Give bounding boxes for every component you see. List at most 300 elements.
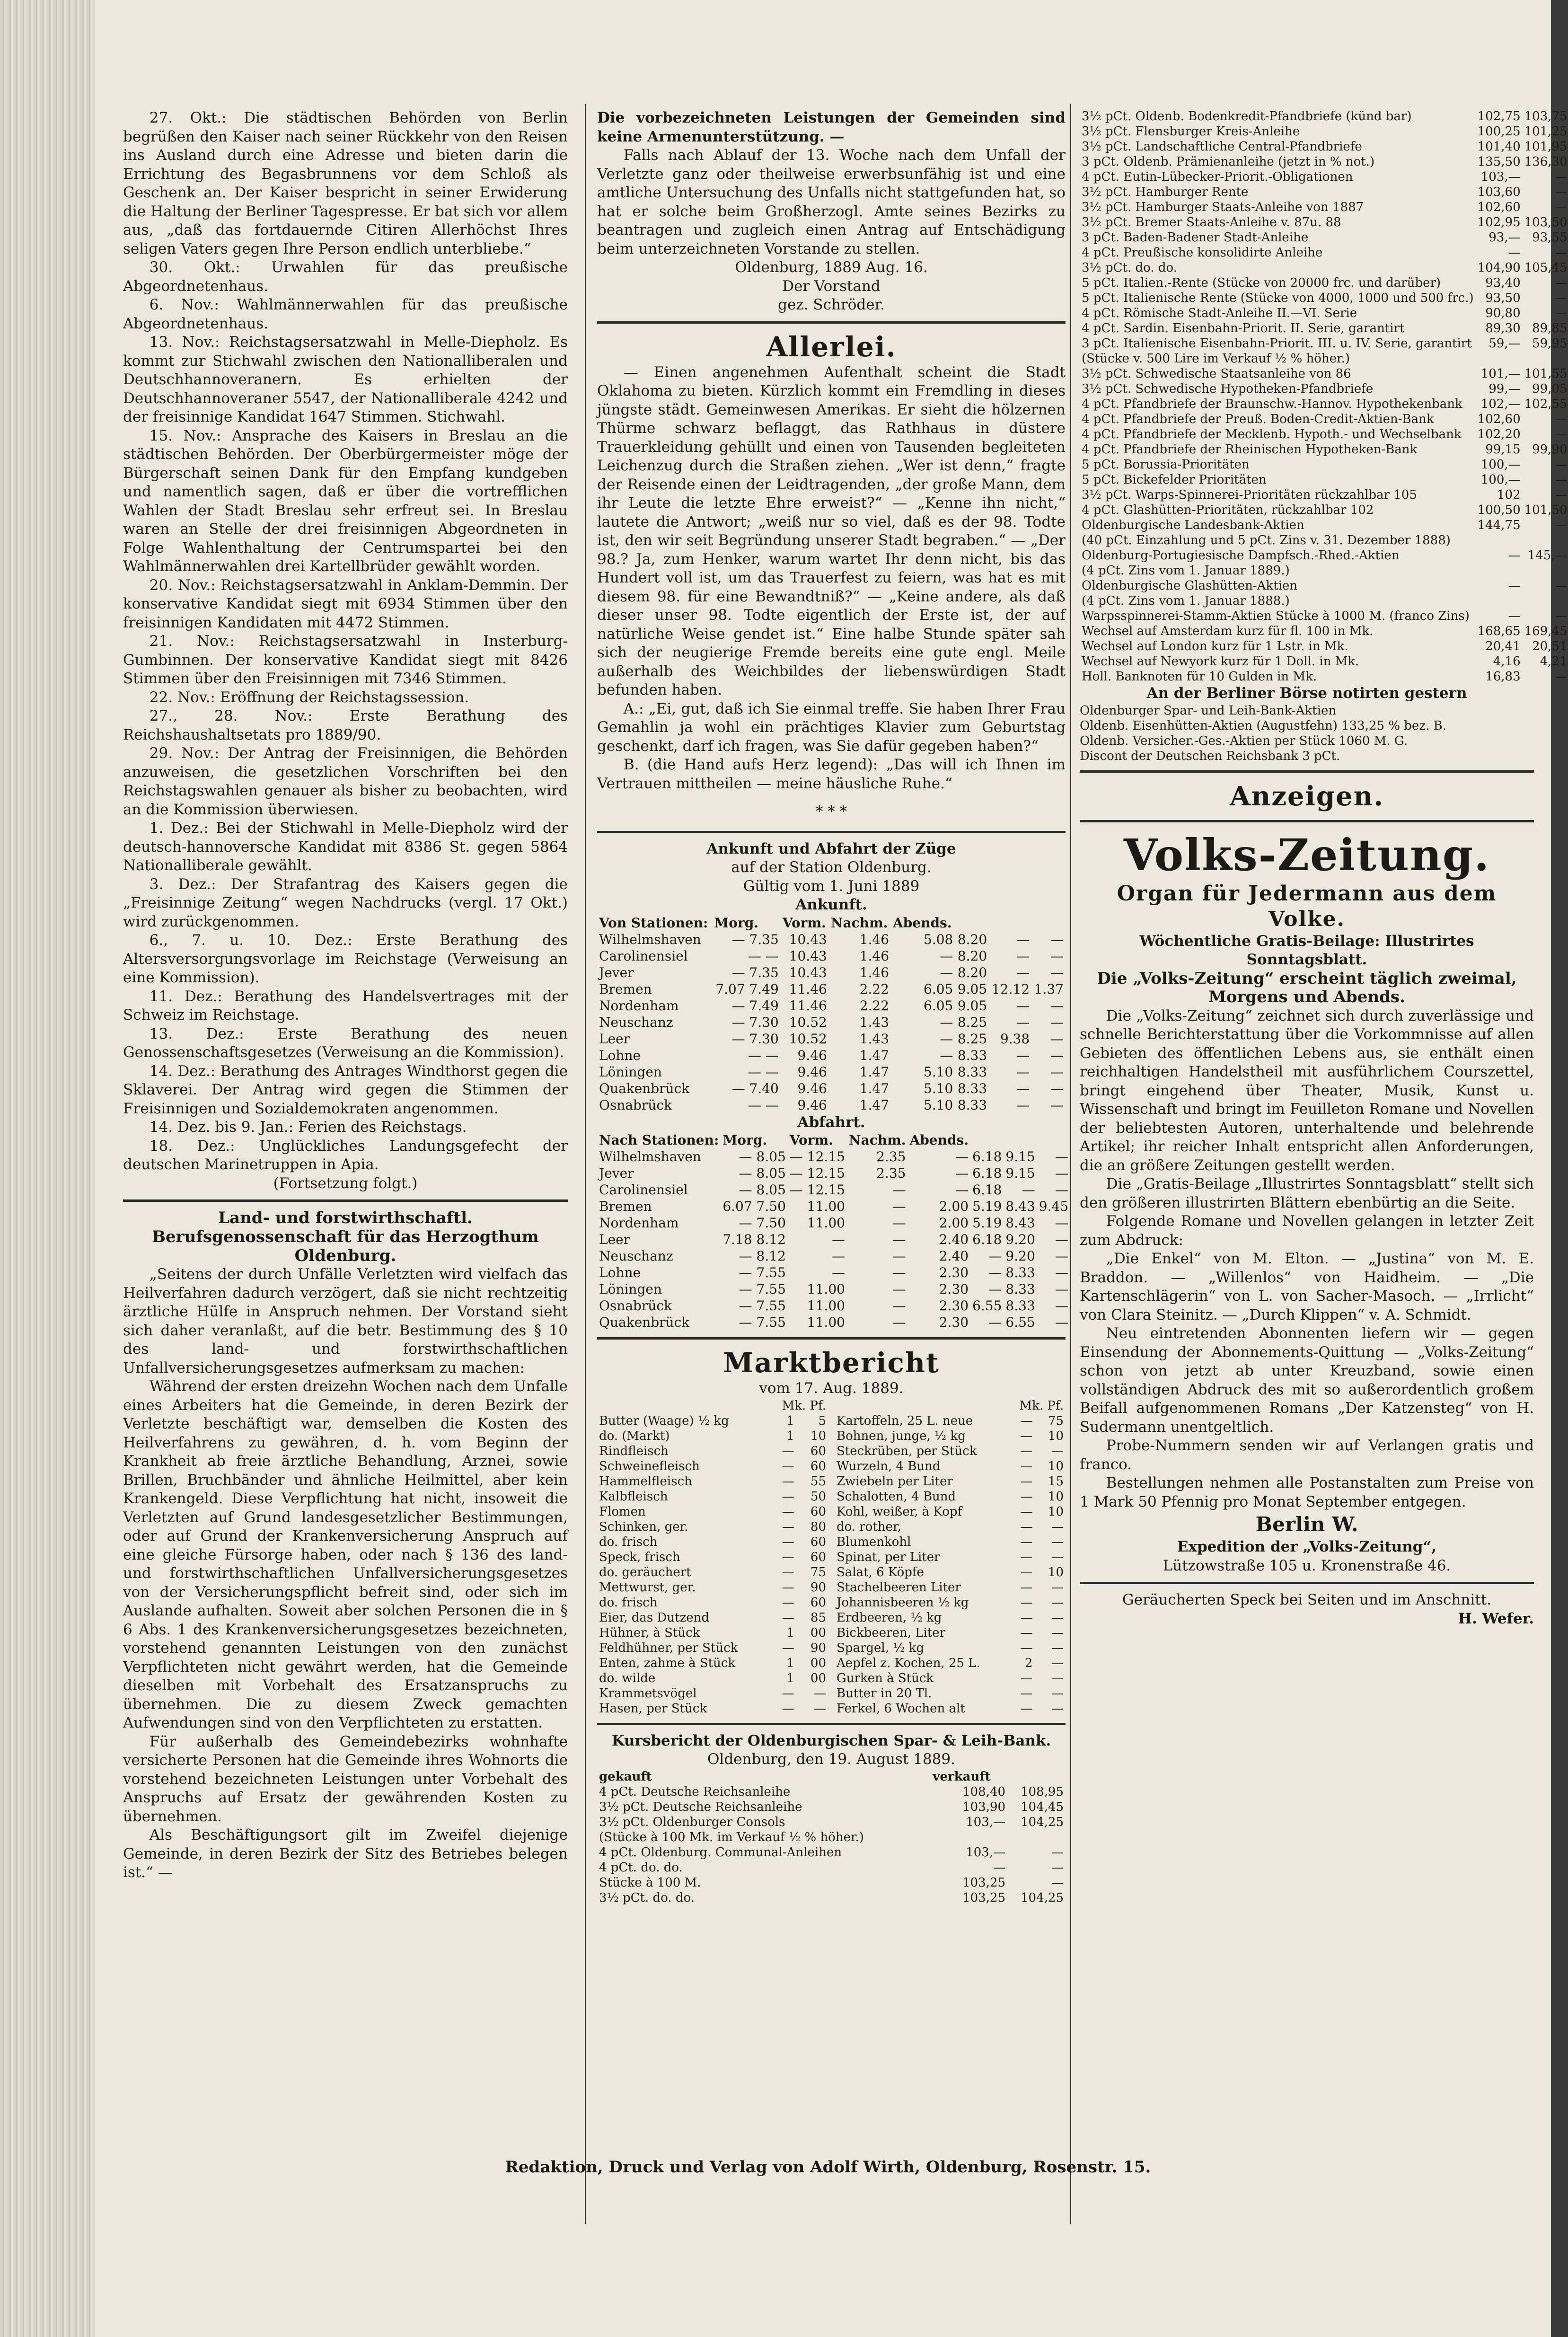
trains-sub2: Gültig vom 1. Juni 1889 [743, 877, 920, 895]
table-row [597, 1565, 828, 1580]
table-cell: Quakenbrück [599, 1080, 690, 1096]
table-row [1080, 200, 1568, 215]
table-row [597, 1264, 1070, 1281]
table-row [835, 1534, 1066, 1550]
table-cell: 89,30 [1485, 321, 1521, 335]
table-cell: Feldhühner, per Stück [599, 1640, 738, 1655]
table-cell: Butter (Waage) ½ kg [599, 1413, 729, 1428]
divider [597, 831, 1066, 833]
table-cell: — [1022, 1182, 1035, 1198]
table-cell: 102,75 [1477, 109, 1521, 123]
table-cell: 8.43 [1005, 1215, 1035, 1231]
table-cell: 9.20 [1005, 1232, 1035, 1247]
table-row [597, 1413, 828, 1429]
table-cell: — [782, 1489, 794, 1504]
table-row [597, 1215, 1070, 1231]
table-cell: Gurken à Stück [837, 1671, 934, 1685]
table-cell: 103,— [966, 1815, 1006, 1829]
table-cell: 101,40 [1477, 140, 1521, 154]
table-cell: Schinken, ger. [599, 1519, 688, 1534]
table-cell: 102,55 [1524, 397, 1568, 411]
table-cell: 2.30 [939, 1265, 969, 1280]
table-cell: 103,— [1480, 170, 1521, 184]
table-cell: — [1051, 1671, 1064, 1685]
table-cell [1007, 1830, 1066, 1845]
table-cell: — [1020, 1519, 1033, 1534]
exchange-date: Oldenburg, den 19. August 1889. [707, 1751, 955, 1768]
table-cell: Carolinensiel [599, 948, 688, 964]
table-cell: Kartoffeln, 25 L. neue [837, 1413, 973, 1428]
header-cell: Nachm. [830, 915, 888, 931]
header-cell: Vorm. [782, 915, 826, 931]
unit-row [597, 1398, 828, 1413]
allerlei-paragraph: B. (die Hand aufs Herz legend): „Das will ich Ihnen im Vertrauen mittheilen — meine häusliche Ruhe.“ [597, 756, 1066, 792]
bg-title: Land- und forstwirthschaftl. Berufsgenossenschaft für das Herzogthum Oldenburg. [152, 1208, 539, 1265]
table-cell: 1.47 [859, 1047, 890, 1063]
table-cell: 6.07 7.50 [722, 1199, 786, 1214]
table-cell: 103,60 [1477, 185, 1521, 199]
table-row [835, 1459, 1066, 1474]
table-cell: 8.25 [957, 1031, 987, 1047]
table-cell: Salat, 6 Köpfe [837, 1565, 924, 1579]
table-cell: Neuschanz [599, 1014, 673, 1030]
table-cell: — [940, 1014, 953, 1030]
table-cell: 8.33 [957, 1080, 987, 1096]
table-cell: 3½ pCt. Bremer Staats-Anleihe v. 87u. 88 [1082, 215, 1341, 229]
table-row [597, 1459, 828, 1474]
table-cell: 101,95 [1524, 140, 1568, 154]
table-cell: 3½ pCt. do. do. [1082, 261, 1177, 275]
table-cell: Butter in 20 Tl. [837, 1686, 932, 1701]
chronicle-entry: 13. Nov.: Reichstagsersatzwahl in Melle-Diepholz. Es kommt zur Stichwahl zwischen den Nationalliberalen und Deutschhannoveranern. Es erhielten der Deutschhannoveraner 5547, der Nationalliberale 4242 und der freisinnige Kandidat 1647 Stimmen. Stichwahl. [123, 334, 568, 425]
table-cell: 101,25 [1524, 124, 1568, 139]
table-row [1080, 397, 1568, 412]
table-row [597, 1047, 1066, 1064]
table-cell: Leer [599, 1031, 630, 1047]
table-cell: — [1508, 609, 1521, 623]
chronicle-entry: 6., 7. u. 10. Dez.: Erste Berathung des Altersversorgungsvorlage im Reichstage (Verweisung an eine Kommission). [123, 932, 568, 986]
table-row [597, 964, 1066, 981]
table-cell: — [1020, 1474, 1033, 1489]
table-row [597, 1610, 828, 1625]
table-cell: 6.05 [924, 997, 953, 1014]
table-cell: — [1020, 1640, 1033, 1655]
table-cell: 2.35 [876, 1165, 906, 1181]
table-row [1080, 639, 1568, 654]
table-cell: — 7.30 [731, 1031, 779, 1047]
table-cell: — [1050, 1064, 1064, 1080]
table-cell [1476, 563, 1523, 578]
table-cell: — [1020, 1701, 1033, 1716]
table-cell: — 7.55 [739, 1281, 786, 1297]
table-row [597, 1248, 1070, 1264]
table-row [835, 1550, 1066, 1565]
table-cell: — [1050, 964, 1064, 980]
table-cell: — 7.55 [739, 1265, 786, 1280]
table-cell: — [1051, 1610, 1064, 1625]
table-cell: — [988, 1281, 1002, 1297]
table-cell: 9.46 [797, 1047, 827, 1063]
table-cell: 1 [786, 1656, 794, 1670]
table-cell: 108,95 [1021, 1784, 1064, 1799]
table-cell: Mettwurst, ger. [599, 1580, 696, 1595]
table-cell: 103,50 [1524, 215, 1568, 229]
table-cell: Jever [599, 1165, 634, 1181]
table-cell: 4,16 [1493, 654, 1521, 669]
table-header [597, 1132, 1070, 1148]
table-row [1080, 427, 1568, 442]
table-cell: 3½ pCt. Oldenburger Consols [599, 1815, 785, 1829]
table-cell: 60 [810, 1595, 826, 1610]
vz-sub3: Wöchentliche Gratis-Beilage: Illustrirtes Sonntagsblatt. [1139, 932, 1474, 968]
table-cell: — 7.49 [731, 997, 779, 1014]
bg-sign-3: gez. Schröder. [778, 296, 885, 313]
vz-sub4: Die „Volks-Zeitung“ erscheint täglich zweimal, Morgens und Abends. [1097, 969, 1517, 1006]
table-cell: 60 [810, 1550, 826, 1564]
table-cell: — [782, 1459, 794, 1473]
table-cell: 103,25 [962, 1875, 1006, 1890]
table-cell: — [782, 1565, 794, 1579]
table-cell: — [782, 1474, 794, 1489]
table-cell: (4 pCt. Zins vom 1. Januar 1888.) [1082, 594, 1290, 608]
table-cell: Aepfel z. Kochen, 25 L. [837, 1656, 980, 1670]
table-cell: — [1050, 931, 1064, 947]
table-cell: — [1016, 1080, 1030, 1096]
table-row [1080, 169, 1568, 185]
table-cell: — [782, 1550, 794, 1564]
table-cell: — [1055, 1165, 1069, 1181]
table-cell: 2.30 [939, 1314, 969, 1330]
table-cell: — [892, 1248, 906, 1264]
table-row [1080, 503, 1568, 518]
table-cell: — [940, 1047, 953, 1063]
header-cell: Abends. [893, 915, 952, 931]
chronicle-entry: 14. Dez. bis 9. Jan.: Ferien des Reichstags. [149, 1119, 467, 1136]
table-cell: — [988, 1248, 1002, 1264]
table-row [597, 1080, 1066, 1097]
table-cell: 10 [1048, 1565, 1064, 1579]
header-cell: Morg. [722, 1132, 767, 1148]
table-cell: 9.45 [1039, 1199, 1069, 1214]
table-cell: 4 pCt. Deutsche Reichsanleihe [599, 1784, 791, 1799]
vz-text [1080, 1007, 1534, 1512]
table-row [835, 1474, 1066, 1489]
table-cell: — [1055, 1281, 1069, 1297]
table-cell: Löningen [599, 1064, 662, 1080]
table-cell: 60 [810, 1534, 826, 1549]
table-cell: Erdbeeren, ½ kg [837, 1610, 942, 1625]
table-cell: — [1555, 246, 1568, 260]
table-cell [1476, 593, 1523, 609]
divider [1080, 770, 1534, 773]
chronicle [123, 109, 568, 1174]
table-cell: 10 [1048, 1459, 1064, 1473]
table-cell: 2.40 [939, 1232, 969, 1247]
table-row [1080, 593, 1568, 609]
table-cell: — [1555, 609, 1568, 623]
table-row [1080, 472, 1568, 487]
table-cell: 90,80 [1485, 306, 1521, 320]
table-cell: Nordenham [599, 1215, 679, 1231]
table-cell: 102 [1497, 488, 1521, 502]
table-cell: 9.15 [1005, 1165, 1035, 1181]
table-cell: Nordenham [599, 997, 679, 1014]
table-cell: Krammetsvögel [599, 1686, 697, 1701]
table-cell: 2.22 [859, 981, 890, 997]
table-cell: (4 pCt. Zins vom 1. Januar 1889.) [1082, 564, 1290, 578]
table-cell: — [1050, 1047, 1064, 1063]
table-cell: — [782, 1701, 794, 1716]
table-cell: Osnabrück [599, 1298, 672, 1314]
table-cell [1476, 351, 1523, 366]
table-row [1080, 518, 1568, 533]
continued-note: (Fortsetzung folgt.) [273, 1174, 418, 1192]
market-left [597, 1398, 828, 1716]
bg-paragraph: Für außerhalb des Gemeindebezirks wohnhafte versicherte Personen hat die Gemeinde ihres Wohnorts die vorstehend bezeichneten Leistungen unter Vorbehalt des Anspruchs auf Ersatz der gewährenden Kosten zu übernehmen. [123, 1733, 568, 1825]
departure-label: Abfahrt. [797, 1113, 865, 1131]
table-row [597, 1097, 1066, 1113]
table-row [597, 1671, 828, 1686]
table-row [835, 1640, 1066, 1656]
table-cell: 8.33 [957, 1097, 987, 1113]
table-row [597, 1489, 828, 1504]
table-cell: 1.47 [859, 1080, 890, 1096]
table-row [1080, 563, 1568, 578]
table-cell: — [1508, 579, 1521, 593]
table-cell: (Stücke à 100 Mk. im Verkauf ½ % höher.) [599, 1830, 864, 1844]
table-row [835, 1671, 1066, 1686]
table-cell: 11.46 [789, 997, 827, 1014]
table-cell: 9.46 [797, 1097, 827, 1113]
table-cell: 10.52 [789, 1014, 827, 1030]
table-cell: 59,— [1489, 336, 1521, 351]
chronicle-entry: 14. Dez.: Berathung des Antrages Windthorst gegen die Sklaverei. Der Antrag wird gegen die Stimmen der Freisinnigen und Sozialdemokraten angenommen. [123, 1062, 568, 1117]
table-cell: 6.18 [972, 1149, 1002, 1164]
table-row [1080, 624, 1568, 639]
table-row [1080, 457, 1568, 472]
table-cell: 104,25 [1021, 1890, 1064, 1905]
vz-paragraph: Probe-Nummern senden wir auf Verlangen gratis und franco. [1080, 1437, 1534, 1473]
table-cell: — [1050, 1080, 1064, 1096]
table-cell: — [782, 1519, 794, 1534]
table-cell: — [1555, 579, 1568, 593]
table-cell: 93,40 [1485, 276, 1521, 290]
table-cell: 6.55 [972, 1298, 1002, 1314]
table-cell: 105,45 [1524, 261, 1568, 275]
table-cell: — [1555, 291, 1568, 305]
table-cell: 8.33 [1005, 1281, 1035, 1297]
table-cell: 3 pCt. Baden-Badener Stadt-Anleihe [1082, 230, 1309, 245]
table-cell: — [1020, 1595, 1033, 1610]
table-cell: 104,45 [1021, 1799, 1064, 1814]
table-row [597, 1534, 828, 1550]
header-cell: Abends. [909, 1132, 969, 1148]
vz-paragraph: Die „Volks-Zeitung“ zeichnet sich durch zuverlässige und schnelle Berichterstattung über die Vorkommnisse auf allen Gebieten des öffentlichen Lebens aus, sie enthält einen reichhaltigen Handelstheil mit ausführlichem Courszettel, bringt eingehend über Theater, Musik, Kunst u. Wissenschaft und bringt im Feuilleton Romane und Novellen der beliebtesten Autoren, unterhaltende und belehrende Artikel; ihr reicher Inhalt entspricht allen Anforderungen, die an größere Zeitungen gestellt werden. [1080, 1007, 1534, 1174]
table-cell: Oldenburg-Portugiesische Dampfsch.-Rhed.-Aktien [1082, 548, 1400, 563]
divider [597, 1723, 1066, 1725]
table-row [597, 1148, 1070, 1165]
table-row [597, 1784, 1066, 1799]
table-cell: — [1016, 1097, 1030, 1113]
table-cell: do. frisch [599, 1534, 658, 1549]
table-cell: — [1016, 1064, 1030, 1080]
table-cell: — [1016, 948, 1030, 964]
table-row [835, 1504, 1066, 1519]
table-cell: — [1051, 1625, 1064, 1640]
ads-title: Anzeigen. [1230, 780, 1384, 812]
table-cell: — [892, 1182, 906, 1198]
table-cell: — [1055, 1314, 1069, 1330]
table-cell: — 7.55 [739, 1298, 786, 1314]
table-cell: do. rother, [837, 1519, 901, 1534]
table-cell: 2.22 [859, 997, 890, 1014]
table-cell: — [1051, 1845, 1064, 1860]
vz-expedition: Expedition der „Volks-Zeitung“, [1177, 1538, 1437, 1555]
table-cell [1523, 533, 1568, 548]
table-cell: 90 [810, 1640, 826, 1655]
table-cell: 6.18 [972, 1232, 1002, 1247]
table-cell: — 8.05 [739, 1165, 786, 1181]
berlin-row: Oldenburger Spar- und Leih-Bank-Aktien [1080, 703, 1337, 718]
table-row [1080, 245, 1568, 260]
column-1 [123, 109, 568, 1882]
table-cell: 1.46 [859, 948, 890, 964]
table-cell: Oldenburgische Glashütten-Aktien [1082, 579, 1298, 593]
table-cell: 9.20 [1005, 1248, 1035, 1264]
table-row [1080, 336, 1568, 351]
table-cell: 3½ pCt. do. do. [599, 1890, 695, 1905]
table-cell: 8.25 [957, 1014, 987, 1030]
table-cell: 20,51 [1532, 639, 1568, 653]
table-row [597, 1550, 828, 1565]
table-cell: 2 [1024, 1656, 1033, 1670]
vz-address: Lützowstraße 105 u. Kronenstraße 46. [1163, 1557, 1451, 1574]
bg-sign-1: Oldenburg, 1889 Aug. 16. [735, 259, 928, 276]
table-cell: 10 [1048, 1429, 1064, 1443]
table-cell: Osnabrück [599, 1097, 672, 1113]
table-row [597, 1429, 828, 1444]
chronicle-entry: 18. Dez.: Unglückliches Landungsgefecht der deutschen Marinetruppen in Apia. [123, 1137, 568, 1173]
exchange-title: Kursbericht der Oldenburgischen Spar- & Leih-Bank. [611, 1732, 1051, 1749]
berlin-note: An der Berliner Börse notirten gestern [1146, 685, 1467, 702]
table-cell: — [988, 1265, 1002, 1280]
table-cell: — [1020, 1580, 1033, 1595]
table-cell: 4,21 [1540, 654, 1568, 669]
table-cell: — [831, 1265, 845, 1280]
table-cell: — [1020, 1686, 1033, 1701]
table-cell: — [1020, 1413, 1033, 1428]
table-cell: — [1051, 1595, 1064, 1610]
market-title: Marktbericht [723, 1347, 940, 1379]
table-header [597, 915, 1066, 931]
table-cell: 3½ pCt. Warps-Spinnerei-Prioritäten rückzahlbar 105 [1082, 488, 1417, 502]
table-cell: — [831, 1232, 845, 1247]
table-row [1080, 442, 1568, 457]
table-row [835, 1489, 1066, 1504]
table-cell: 136,30 [1524, 155, 1568, 169]
table-cell: — [1051, 1875, 1064, 1890]
table-cell: 11.46 [789, 981, 827, 997]
table-cell: — [1555, 518, 1568, 532]
table-cell: 5.08 [924, 931, 953, 947]
table-cell [1523, 351, 1568, 366]
header-cell: Nachm. [848, 1132, 906, 1148]
table-row [1080, 124, 1568, 139]
table-cell: do. frisch [599, 1595, 658, 1610]
table-row [597, 1444, 828, 1459]
table-cell: 12.12 [991, 981, 1030, 997]
table-cell: 10 [810, 1429, 826, 1443]
table-row [835, 1565, 1066, 1580]
table-cell: — [1051, 1701, 1064, 1716]
table-cell: — [782, 1640, 794, 1655]
table-cell: — [1055, 1232, 1069, 1247]
table-cell: — [940, 964, 953, 980]
table-cell: — [1020, 1671, 1033, 1685]
table-cell: — [1555, 473, 1568, 487]
table-cell: 168,65 [1477, 624, 1521, 638]
table-cell: 144,75 [1477, 518, 1521, 532]
table-cell: (40 pCt. Einzahlung und 5 pCt. Zins v. 31. Dezember 1888) [1082, 533, 1451, 547]
chronicle-entry: 22. Nov.: Eröffnung der Reichstagssession. [149, 688, 469, 706]
table-cell: — [892, 1298, 906, 1314]
table-cell: 145,— [1527, 548, 1568, 563]
table-row [835, 1701, 1066, 1716]
table-cell: Eier, das Dutzend [599, 1610, 710, 1625]
table-cell: 10.43 [789, 964, 827, 980]
trains-sub1: auf der Station Oldenburg. [731, 859, 932, 876]
table-row [835, 1519, 1066, 1534]
table-cell: Spargel, ½ kg [837, 1640, 925, 1655]
table-cell: 89,85 [1532, 321, 1568, 335]
table-cell: 135,50 [1477, 155, 1521, 169]
table-cell: 104,25 [1021, 1815, 1064, 1829]
table-cell: 4 pCt. Oldenburg. Communal-Anleihen [599, 1845, 842, 1860]
table-cell: — [955, 1165, 969, 1181]
table-cell: — [814, 1686, 826, 1701]
table-cell: — 8.05 [739, 1149, 786, 1164]
table-row [1080, 381, 1568, 397]
table-cell: 2.30 [939, 1281, 969, 1297]
table-cell: — [940, 948, 953, 964]
table-cell: 6.55 [1005, 1314, 1035, 1330]
table-cell: 2.40 [939, 1248, 969, 1264]
table-cell: 9.46 [797, 1080, 827, 1096]
table-cell: 3 pCt. Oldenb. Prämienanleihe (jetzt in % not.) [1082, 155, 1375, 169]
table-cell: 8.33 [1005, 1265, 1035, 1280]
allerlei-title: Allerlei. [766, 330, 897, 363]
table-cell: — [1051, 1580, 1064, 1595]
table-cell: — [940, 1031, 953, 1047]
table-cell: 8.20 [957, 964, 987, 980]
divider [597, 321, 1066, 324]
table-cell: — [1016, 1047, 1030, 1063]
table-cell: — — [748, 1064, 779, 1080]
table-cell: 4 pCt. Pfandbriefe der Mecklenb. Hypoth.- und Wechselbank [1082, 427, 1462, 441]
table-cell: 9.46 [797, 1064, 827, 1080]
table-cell: — [1016, 997, 1030, 1014]
table-cell: 2.00 [939, 1199, 969, 1214]
market-date: vom 17. Aug. 1889. [759, 1380, 904, 1397]
chronicle-entry: 1. Dez.: Bei der Stichwahl in Melle-Diepholz wird der deutsch-hannoversche Kandidat mit 8386 St. gegen 5864 Nationalliberale gewählt. [123, 820, 568, 874]
table-cell: — 8.12 [739, 1248, 786, 1264]
table-cell: — [892, 1199, 906, 1214]
table-cell: — [1050, 997, 1064, 1014]
table-cell: 4 pCt. Pfandbriefe der Preuß. Boden-Credit-Aktien-Bank [1082, 412, 1434, 426]
table-cell: — [1055, 1248, 1069, 1264]
table-cell: 102,95 [1477, 215, 1521, 229]
table-cell: 93,50 [1485, 291, 1521, 305]
